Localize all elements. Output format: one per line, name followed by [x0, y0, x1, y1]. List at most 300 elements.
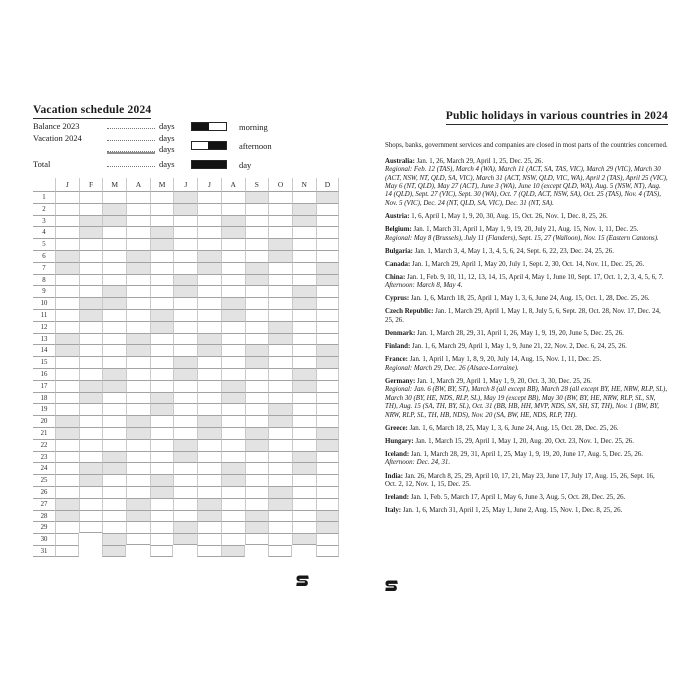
calendar-cell: [126, 498, 150, 510]
calendar-cell: [55, 344, 79, 356]
calendar-cell: [173, 191, 197, 203]
calendar-row: [33, 203, 340, 215]
calendar-cell: [150, 344, 174, 356]
calendar-cell: [102, 262, 126, 274]
calendar-cell: [55, 498, 79, 510]
calendar-cell: [126, 533, 150, 545]
calendar-cell: [316, 451, 340, 463]
calendar-row: [33, 215, 340, 227]
calendar-cell: [197, 321, 221, 333]
calendar-cell: [268, 191, 292, 203]
calendar-row: [33, 344, 340, 356]
day-number: 22: [33, 439, 55, 451]
calendar-cell: [126, 274, 150, 286]
calendar-cell: [197, 451, 221, 463]
calendar-cell: [102, 356, 126, 368]
day-number: 26: [33, 486, 55, 498]
summary-label: Total: [33, 158, 51, 169]
month-header: S: [245, 178, 269, 191]
day-number: 8: [33, 274, 55, 286]
calendar-cell: [79, 333, 103, 345]
public-holidays-page: [385, 100, 668, 520]
calendar-cell: [268, 226, 292, 238]
day-number: 14: [33, 344, 55, 356]
calendar-cell: [197, 380, 221, 392]
calendar-cell: [245, 462, 269, 474]
calendar-cell: [126, 462, 150, 474]
page-title: Vacation schedule 2024: [33, 104, 151, 119]
month-header: A: [126, 178, 150, 191]
calendar-cell: [173, 203, 197, 215]
calendar-cell: [292, 451, 316, 463]
calendar-cell: [245, 250, 269, 262]
calendar-cell: [150, 203, 174, 215]
calendar-row: [33, 226, 340, 238]
calendar-cell: [79, 521, 103, 533]
calendar-cell: [150, 403, 174, 415]
calendar-cell: [55, 474, 79, 486]
calendar-cell: [55, 191, 79, 203]
calendar-cell: [197, 250, 221, 262]
calendar-cell: [173, 510, 197, 522]
grid-corner: [33, 178, 55, 191]
country-name: Cyprus:: [385, 295, 410, 303]
calendar-cell: [268, 462, 292, 474]
legend-label: day: [239, 159, 252, 170]
day-number: 18: [33, 392, 55, 404]
month-header: A: [221, 178, 245, 191]
calendar-cell: [55, 392, 79, 404]
calendar-cell: [292, 285, 316, 297]
calendar-cell: [245, 297, 269, 309]
calendar-cell: [126, 439, 150, 451]
legend-item: [191, 141, 272, 150]
day-number: 25: [33, 474, 55, 486]
calendar-cell: [245, 356, 269, 368]
calendar-cell: [150, 215, 174, 227]
country-name: Austria:: [385, 213, 410, 221]
country-name: France:: [385, 356, 408, 364]
holiday-dates: Jan. 1, March 31, April 1, May 1, 9, 19, 20, July 21, Aug. 15, Nov. 1, 11, Dec. 25.: [413, 226, 639, 234]
holiday-dates: Jan. 26, March 8, 25, 29, April 10, 17, 21, May 23, June 17, July 17, Aug. 15, 26, Sept. 16, Oct. 2, 12, Nov. 1, 15, Dec. 25.: [385, 472, 655, 488]
calendar-cell: [292, 462, 316, 474]
calendar-cell: [173, 486, 197, 498]
calendar-cell: [292, 215, 316, 227]
holiday-dates: 1, 6, April 1, May 1, 9, 20, 30, Aug. 15, Oct. 26, Nov. 1, Dec. 8, 25, 26.: [411, 213, 608, 221]
day-number: 23: [33, 451, 55, 463]
calendar-cell: [150, 521, 174, 533]
month-header: J: [55, 178, 79, 191]
calendar-cell: [150, 415, 174, 427]
calendar-cell: [102, 403, 126, 415]
calendar-cell: [268, 415, 292, 427]
calendar-cell: [221, 521, 245, 533]
calendar-cell: [173, 451, 197, 463]
calendar-cell: [173, 545, 197, 557]
holiday-entry: [385, 356, 668, 373]
calendar-cell: [268, 545, 292, 557]
day-number: 24: [33, 462, 55, 474]
holiday-entry: [385, 295, 668, 303]
day-number: 30: [33, 533, 55, 545]
holiday-dates: Jan. 1, 6, March 18, 25, May 1, 3, 6, June 24, Aug. 15, Oct. 28, Dec. 25, 26.: [409, 424, 619, 432]
country-name: Finland:: [385, 343, 411, 351]
calendar-cell: [245, 533, 269, 545]
calendar-cell: [221, 510, 245, 522]
calendar-cell: [245, 238, 269, 250]
calendar-cell: [79, 510, 103, 522]
note-text: Jan. 6 (BW, BY, ST), March 8 (all except BB), March 28 (all except BY, HE, NRW, RLP, SL), March 30 (BY, HE, NDS, RLP, SL), May 19 (except BB), May 30 (BW, BY, HE, NRW, RLP, SL, SN, TH), Aug. 15 (SA, TH, BY, SL), Oct. 31 (BB, HB, HH, MVP, NDS, SN, SH, ST, TH), Nov. 1 (BW, BY, NRW, RLP, SL, TH, HB, NDS), Nov. 20 (SA, BW, HE, NDS, RLP, TH).: [385, 386, 668, 419]
calendar-cell: [173, 333, 197, 345]
calendar-cell: [268, 344, 292, 356]
holiday-dates: Jan. 1, March 3, 4, May 1, 3, 4, 5, 6, 24, Sept. 6, 22, 23, Dec. 24, 25, 26.: [414, 247, 614, 255]
calendar-cell: [79, 368, 103, 380]
calendar-cell: [245, 380, 269, 392]
month-header: J: [197, 178, 221, 191]
calendar-cell: [268, 356, 292, 368]
note-text: March 8, May 4.: [416, 282, 463, 290]
calendar-cell: [55, 451, 79, 463]
holiday-entry: [385, 438, 668, 446]
calendar-cell: [126, 262, 150, 274]
country-name: Germany:: [385, 377, 416, 385]
day-number: 21: [33, 427, 55, 439]
calendar-cell: [197, 392, 221, 404]
day-number: 28: [33, 510, 55, 522]
summary-row: [33, 120, 179, 132]
calendar-cell: [292, 403, 316, 415]
calendar-cell: [245, 392, 269, 404]
calendar-cell: [126, 356, 150, 368]
calendar-cell: [150, 297, 174, 309]
calendar-cell: [102, 344, 126, 356]
calendar-cell: [150, 439, 174, 451]
swatch-fill: [192, 161, 226, 168]
calendar-cell: [79, 474, 103, 486]
calendar-cell: [173, 380, 197, 392]
calendar-cell: [150, 262, 174, 274]
calendar-cell: [150, 486, 174, 498]
calendar-cell: [126, 321, 150, 333]
calendar-cell: [268, 250, 292, 262]
calendar-cell: [55, 262, 79, 274]
calendar-cell: [79, 191, 103, 203]
calendar-cell: [173, 533, 197, 545]
calendar-cell: [173, 250, 197, 262]
calendar-row: [33, 321, 340, 333]
calendar-cell: [221, 203, 245, 215]
regional-note: [385, 459, 668, 467]
month-header: N: [292, 178, 316, 191]
calendar-cell: [316, 356, 340, 368]
calendar-cell: [79, 380, 103, 392]
country-name: Italy:: [385, 507, 402, 515]
calendar-cell: [268, 521, 292, 533]
calendar-cell: [55, 545, 79, 557]
calendar-cell: [316, 403, 340, 415]
calendar-cell: [221, 250, 245, 262]
day-number: 5: [33, 238, 55, 250]
summary-row: [33, 158, 179, 170]
calendar-cell: [55, 368, 79, 380]
calendar-cell: [221, 333, 245, 345]
calendar-cell: [173, 474, 197, 486]
calendar-cell: [316, 226, 340, 238]
calendar-cell: [316, 238, 340, 250]
calendar-cell: [316, 498, 340, 510]
calendar-cell: [126, 285, 150, 297]
calendar-cell: [150, 392, 174, 404]
calendar-cell: [197, 474, 221, 486]
calendar-cell: [102, 215, 126, 227]
calendar-cell: [150, 356, 174, 368]
calendar-cell: [173, 439, 197, 451]
regional-note: [385, 365, 668, 373]
day-number: 2: [33, 203, 55, 215]
calendar-row: [33, 451, 340, 463]
day-number: 10: [33, 297, 55, 309]
days-suffix: days: [159, 158, 175, 169]
calendar-cell: [221, 238, 245, 250]
calendar-cell: [197, 356, 221, 368]
calendar-row: [33, 462, 340, 474]
calendar-cell: [268, 498, 292, 510]
calendar-cell: [102, 238, 126, 250]
calendar-cell: [126, 333, 150, 345]
calendar-cell: [197, 238, 221, 250]
calendar-cell: [221, 415, 245, 427]
calendar-cell: [292, 297, 316, 309]
calendar-cell: [245, 309, 269, 321]
calendar-cell: [55, 486, 79, 498]
calendar-cell: [292, 203, 316, 215]
holiday-entry: [385, 330, 668, 338]
calendar-cell: [126, 309, 150, 321]
calendar-cell: [55, 309, 79, 321]
vacation-calendar-grid: [33, 178, 340, 557]
country-name: Denmark:: [385, 330, 416, 338]
holiday-entry: [385, 451, 668, 468]
calendar-cell: [102, 321, 126, 333]
regional-note: [385, 386, 668, 420]
calendar-row: [33, 521, 340, 533]
month-header: M: [150, 178, 174, 191]
calendar-cell: [126, 427, 150, 439]
calendar-cell: [102, 191, 126, 203]
calendar-cell: [173, 427, 197, 439]
calendar-cell: [245, 215, 269, 227]
calendar-cell: [126, 344, 150, 356]
calendar-cell: [102, 486, 126, 498]
calendar-cell: [292, 344, 316, 356]
summary-label: Balance 2023: [33, 121, 80, 131]
calendar-cell: [126, 510, 150, 522]
calendar-cell: [79, 486, 103, 498]
calendar-cell: [268, 533, 292, 545]
calendar-cell: [292, 238, 316, 250]
calendar-cell: [79, 203, 103, 215]
calendar-cell: [173, 321, 197, 333]
calendar-cell: [126, 203, 150, 215]
holiday-dates: Jan. 1, 6, March 29, April 1, May 1, 9, June 21, 22, Nov. 2, Dec. 6, 24, 25, 26.: [412, 343, 627, 351]
regional-note: [385, 282, 668, 290]
calendar-cell: [173, 356, 197, 368]
calendar-cell: [316, 392, 340, 404]
calendar-cell: [245, 368, 269, 380]
calendar-cell: [268, 215, 292, 227]
calendar-cell: [197, 226, 221, 238]
month-header-row: [33, 178, 340, 191]
calendar-cell: [150, 274, 174, 286]
calendar-cell: [102, 451, 126, 463]
calendar-cell: [268, 309, 292, 321]
legend-label: morning: [239, 121, 268, 132]
calendar-cell: [268, 403, 292, 415]
calendar-cell: [102, 510, 126, 522]
vacation-summary: [33, 120, 345, 172]
day-number: 1: [33, 191, 55, 203]
calendar-cell: [245, 285, 269, 297]
note-text: Dec. 24, 31.: [416, 459, 451, 467]
calendar-cell: [316, 427, 340, 439]
calendar-cell: [102, 439, 126, 451]
calendar-cell: [245, 486, 269, 498]
calendar-cell: [292, 486, 316, 498]
brand-s-logo-icon: [295, 574, 310, 589]
calendar-cell: [221, 486, 245, 498]
calendar-cell: [150, 285, 174, 297]
calendar-cell: [268, 392, 292, 404]
calendar-cell: [197, 533, 221, 545]
month-header: O: [268, 178, 292, 191]
calendar-row: [33, 368, 340, 380]
calendar-cell: [102, 203, 126, 215]
calendar-row: [33, 510, 340, 522]
calendar-cell: [292, 439, 316, 451]
calendar-cell: [221, 392, 245, 404]
country-name: Canada:: [385, 260, 411, 268]
page-title-row: [385, 100, 668, 134]
legend-morning-swatch: [191, 122, 227, 131]
calendar-cell: [150, 427, 174, 439]
calendar-cell: [55, 321, 79, 333]
country-name: Belgium:: [385, 226, 412, 234]
calendar-cell: [55, 415, 79, 427]
brand-s-logo-icon: [384, 579, 399, 594]
calendar-row: [33, 533, 340, 545]
calendar-cell: [245, 415, 269, 427]
calendar-cell: [55, 297, 79, 309]
country-name: Bulgaria:: [385, 247, 413, 255]
calendar-cell: [197, 439, 221, 451]
fill-in-line: [107, 143, 155, 152]
holiday-dates: Jan. 1, Feb. 9, 10, 11, 12, 13, 14, 15, April 4, May 1, June 10, Sept. 17, Oct. 1, 2, 3, 4, 5, 6, 7.: [407, 273, 664, 281]
calendar-cell: [292, 415, 316, 427]
calendar-cell: [126, 486, 150, 498]
summary-label: Vacation 2024: [33, 132, 82, 143]
calendar-cell: [102, 285, 126, 297]
calendar-cell: [197, 203, 221, 215]
calendar-cell: [150, 368, 174, 380]
calendar-cell: [197, 521, 221, 533]
calendar-cell: [173, 403, 197, 415]
calendar-cell: [79, 262, 103, 274]
note-label: Afternoon:: [385, 282, 415, 290]
calendar-cell: [221, 368, 245, 380]
calendar-cell: [316, 380, 340, 392]
note-text: March 29, Dec. 26 (Alsace-Lorraine).: [413, 364, 519, 372]
calendar-cell: [268, 510, 292, 522]
legend-label: afternoon: [239, 140, 272, 151]
page-title: Public holidays in various countries in 2024: [446, 110, 668, 125]
calendar-cell: [316, 274, 340, 286]
holiday-entry: [385, 494, 668, 502]
day-number: 15: [33, 356, 55, 368]
calendar-cell: [102, 368, 126, 380]
country-name: Iceland:: [385, 450, 410, 458]
calendar-cell: [173, 521, 197, 533]
calendar-cell: [197, 415, 221, 427]
calendar-cell: [316, 368, 340, 380]
calendar-cell: [316, 297, 340, 309]
calendar-cell: [150, 309, 174, 321]
fill-in-line: [107, 132, 155, 141]
calendar-cell: [245, 321, 269, 333]
calendar-row: [33, 380, 340, 392]
calendar-cell: [126, 545, 150, 557]
intro-text: Shops, banks, government services and companies are closed in most parts of the countries concerned.: [385, 142, 668, 150]
calendar-cell: [79, 451, 103, 463]
calendar-row: [33, 250, 340, 262]
calendar-cell: [316, 309, 340, 321]
days-suffix: days: [159, 121, 175, 131]
calendar-cell: [292, 521, 316, 533]
calendar-cell: [316, 415, 340, 427]
calendar-row: [33, 238, 340, 250]
calendar-cell: [197, 344, 221, 356]
calendar-cell: [79, 274, 103, 286]
calendar-cell: [102, 427, 126, 439]
calendar-cell: [55, 403, 79, 415]
calendar-cell: [79, 356, 103, 368]
calendar-cell: [55, 238, 79, 250]
legend-afternoon-swatch: [191, 141, 227, 150]
calendar-cell: [55, 226, 79, 238]
calendar-cell: [102, 250, 126, 262]
calendar-cell: [245, 344, 269, 356]
calendar-cell: [197, 333, 221, 345]
calendar-row: [33, 356, 340, 368]
day-number: 4: [33, 226, 55, 238]
regional-note: [385, 235, 668, 243]
calendar-cell: [126, 191, 150, 203]
calendar-cell: [292, 545, 316, 557]
calendar-cell: [221, 380, 245, 392]
calendar-cell: [268, 368, 292, 380]
holiday-dates: Jan. 1, March 29, April 1, May 1, 9, 20, Oct. 3, 30, Dec. 25, 26.: [416, 377, 592, 385]
calendar-cell: [316, 474, 340, 486]
summary-row: [33, 132, 179, 144]
calendar-cell: [102, 333, 126, 345]
calendar-cell: [126, 451, 150, 463]
calendar-cell: [292, 333, 316, 345]
calendar-cell: [268, 285, 292, 297]
calendar-cell: [102, 226, 126, 238]
fill-in-line: [107, 158, 155, 167]
note-label: Regional:: [385, 166, 413, 174]
holiday-dates: Jan. 1, March 29, April 1, May 1, 8, July 5, 6, Sept. 28, Oct. 28, Nov. 17, Dec. 24, 25, 26.: [385, 308, 661, 324]
calendar-row: [33, 191, 340, 203]
